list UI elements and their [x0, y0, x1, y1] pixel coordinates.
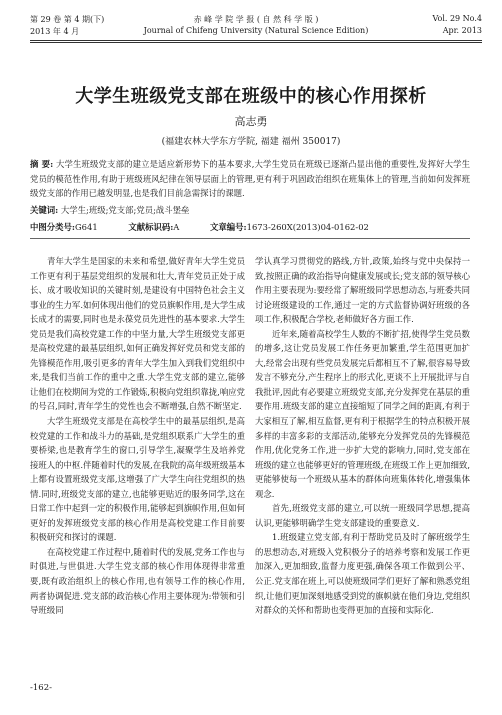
keywords — [30, 204, 470, 216]
body-column-right — [255, 254, 470, 618]
journal-name-cn: 赤 峰 学 院 学 报 ( 自 然 科 学 版 ) — [193, 15, 319, 24]
abstract-label: 摘 要: — [30, 159, 54, 169]
date-cn: 2013 年 4 月 — [30, 27, 80, 36]
abstract-text: 大学生班级党支部的建立是适应新形势下的基本要求,大学生党员在班级已逐渐凸显出他的重要性,发挥好大学生党员的模范性作用,有助于班级班风纪律在领导层面上的管理,更有利于巩固政治组织在班集体上的管理,当前如何发挥班级党支部的作用已越发明显,也是我们目前急需探讨的课题. — [30, 159, 470, 198]
clc-code: 中图分类号:G641 — [30, 222, 98, 232]
journal-name-en: Journal of Chifeng University (Natural Science Edition) — [143, 26, 369, 35]
article-number: 文章编号:1673-260X(2013)04-0162-02 — [210, 222, 369, 232]
body-column-left — [30, 254, 245, 618]
paragraph: 学认真学习贯彻党的路线,方针,政策,始终与党中央保持一致,按照正确的政治指导向健康发展或长;党支部的领导核心作用主要表现为:要经常了解班级同学思想动态,与班委共同讨论班级建设的工作,通过一定的方式监督协调好班级的各项工作,积极配合学校,老师做好各方面工作. — [255, 256, 470, 325]
classification-line — [30, 221, 470, 233]
document-code: 文献标识码:A — [128, 222, 180, 232]
affiliation: (福建农林大学东方学院, 福建 福州 350017) — [161, 137, 341, 147]
paper-title: 大学生班级党支部在班级中的核心作用探析 — [75, 86, 427, 107]
header-rule — [30, 40, 482, 41]
paragraph: 青年大学生是国家的未来和希望,做好青年大学生党员工作更有利于基层党组织的发展和壮大,青年党员正处于成长、成才吸收知识的关键时刻,是建设有中国特色社会主义事业的生力军.如何体现出他们的党员旗帜作用,是大学生成长成才的需要,同时也是永葆党员先进性的基本要求.大学生党员是我们高校党建工作的中坚力量,大学生班级党支部更是高校党建的最基层组织,如何正确发挥好党员和党支部的先锋模范作用,吸引更多的青年大学生加入到我们党组织中来,是我们当前工作的重中之重.大学生党支部的建立,能够让他们在校期间为党的工作锻炼,积极向党组织靠拢,响应党的号召,同时,青年学生的党性也会不断增强,自然不断坚定. — [30, 256, 245, 412]
paragraph: 首先,班级党支部的建立,可以统一班级同学思想,提高认识,更能够明确学生党支部建设的重要意义. — [255, 503, 470, 528]
header-rule-secondary — [30, 42, 482, 43]
date-en: Apr. 2013 — [442, 26, 482, 35]
paragraph: 在高校党建工作过程中,随着时代的发展,党务工作也与时俱进,与世俱进.大学生党支部的核心作用体现得非常重要,既有政治组织上的核心作用,也有领导工作的核心作用,两者协调促进.党支部的政治核心作用主要体现为:带领和引导班级同 — [30, 546, 245, 616]
page-number: -162- — [30, 683, 52, 693]
journal-header — [30, 12, 482, 50]
volume-issue: 第 29 卷 第 4 期(下) — [30, 15, 105, 24]
author: 高志勇 — [234, 115, 268, 128]
volume-issue-en: Vol. 29 No.4 — [432, 14, 482, 23]
keywords-text: 大学生;班级;党支部;党员;战斗堡垒 — [60, 205, 190, 215]
paragraph: 大学生班级党支部是在高校学生中的最基层组织,是高校党建的工作和战斗力的基础,是党组织联系广大学生的重要桥梁,也是教育学生的窗口,引导学生,凝聚学生及培养党接班人的中枢.伴随着时代的发展,在我院的高年级班级基本上都有设置班级党支部,这增强了广大学生向往党组织的热情.同时,班级党支部的建立,也能够更贴近的服务同学,这在日常工作中起到一定的积极作用,能够起到旗帜作用,但如何更好的发挥班级党支部的核心作用是高校党建工作目前要积极研究和探讨的课题. — [30, 416, 245, 543]
section-divider — [30, 238, 470, 239]
paragraph: 近年来,随着高校学生人数的不断扩招,使得学生党员数的增多,这让党员发展工作任务更加繁重,学生范围更加扩大,经常会出现有些党员发展完后都相互不了解,很容易导致发言不够充分,产生程序上的形式化,更谈不上开展批评与自我批评,因此有必要建立班级党支部,充分发挥党在基层的重要作用.班级支部的建立直接缩短了同学之间的距离,有利于大家相互了解,相互监督,更有利于根据学生的特点积极开展多样的丰富多彩的支部活动,能够充分发挥党员的先锋模范作用,优化党务工作,进一步扩大党的影响力,同时,党支部在班级的建立也能够更好的管理班级,在班级工作上更加细致,更能够使每一个班级从基本的群体向班集体转化,增强集体观念. — [255, 328, 470, 499]
paragraph: 1.班级建立党支部,有利于帮助党员及时了解班级学生的思想动态,对班级入党积极分子的培养考察和发展工作更加深入,更加细致,监督力度更强,确保各项工作做到公平、公正.党支部在班上,可以使班级同学们更好了解和熟悉党组织,让他们更加深刻地感受到党的旗帜就在他们身边,党组织对群众的关怀和帮助也变得更加的直接和实际化. — [255, 532, 470, 616]
keywords-label: 关键词: — [30, 205, 59, 215]
abstract — [30, 157, 470, 201]
